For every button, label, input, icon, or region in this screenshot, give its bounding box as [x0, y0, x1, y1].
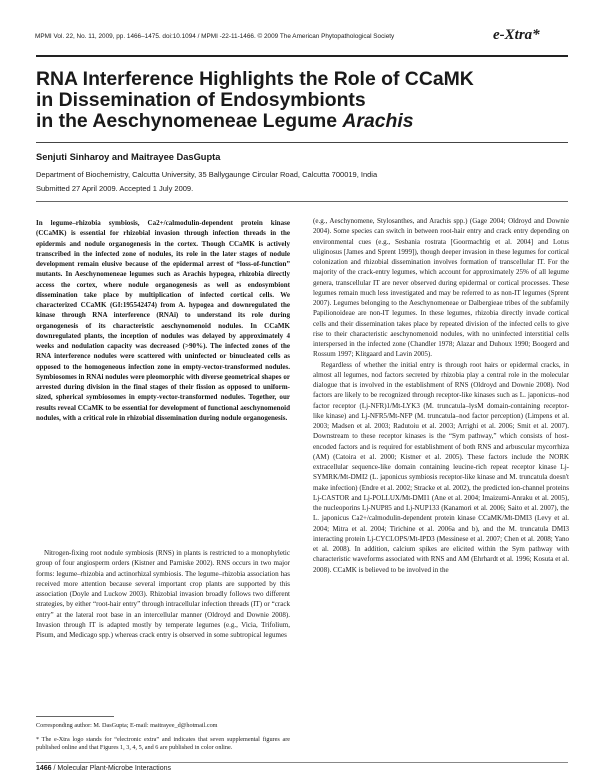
submission-dates: Submitted 27 April 2009. Accepted 1 July 2009.: [36, 184, 194, 193]
page-footer: [36, 765, 171, 772]
top-rule: [36, 55, 568, 57]
e-xtra-footnote: * The e-Xtra logo stands for “electronic extra” and indicates that seven supplemental figures are published online and that Figures 1, 3, 4, 5, and 6 are published in color online.: [36, 736, 290, 751]
header-rule: [36, 201, 568, 202]
title-line-2: in Dissemination of Endosymbionts: [36, 89, 366, 111]
title-line-3: [36, 111, 556, 132]
intro-paragraph-1: Nitrogen-fixing root nodule symbiosis (RNS) in plants is restricted to a monophyletic group of four angiosperm orders (Kistner and Parniske 2002). RNS occurs in two major forms: legume–rhizobia and actinorhizal symbiosis. The legume–rhizobia association has received more attention because several important crop plants are supported by this association (Doyle and Luckow 2003). Rhizobial invasion broadly follows two different strategies, by either “root-hair entry” through intracellular infection threads (IT) or “crack entry” at the lateral root base in an intercellular manner (Oldroyd and Downie 2008). Invasion through IT is adapted mostly by temperate legumes (e.g., Vicia, Trifolium, Pisum, and Medicago spp.) whereas crack entry is observed in some subtropical legumes: [36, 549, 290, 639]
footnote-rule: [36, 716, 114, 717]
title-genus-italic: Arachis: [342, 110, 414, 132]
page-number: 1466: [36, 765, 52, 772]
introduction-left-column: [36, 548, 290, 640]
journal-name: / Molecular Plant-Microbe Interactions: [51, 765, 172, 772]
affiliation: Department of Biochemistry, Calcutta University, 35 Ballygaunge Circular Road, Calcutta 700019, India: [36, 170, 378, 179]
abstract-text: In legume–rhizobia symbiosis, Ca2+/calmodulin-dependent protein kinase (CCaMK) is essential for rhizobial invasion through infection threads in the epidermis and nodule organogenesis in the cortex. Though CCaMK is actively transcribed in the infected zone of nodules, its role in the later stages of nodule development remain elusive because of the epidermal arrest of “loss-of-function” mutants. In Aeschynomeneae legumes such as Arachis hypogea, rhizobia directly access the cortex, where nodule organogenesis as well as endosymbiont dissemination take place by multiplication of infected cortical cells. We characterized CCaMK (GI:195542474) from A. hypogea and downregulated the kinase through RNA interference (RNAi) to understand its role during organogenesis of its characteristic aeschynomenoid nodules. In CCaMK downregulated plants, the inception of nodules was delayed by approximately 4 weeks and nodulation capacity was decreased (>90%). The infected zones of the RNA interference nodules were scattered with uninfected or binucleated cells as opposed to the homogeneous infection zone in empty-vector-transformed nodules. Symbiosomes in RNAi nodules were pleomorphic with diverse geometrical shapes or arrested during division in the final stages of their fission as opposed to uniform-sized, spherical symbiosomes in empty-vector-transformed nodules. Together, our results reveal CCaMK to be essential for development of functional aeschynomenoid nodules, with a critical role in rhizobial dissemination during nodule organogenesis.: [36, 219, 290, 422]
title-line-1: RNA Interference Highlights the Role of CCaMK: [36, 68, 474, 90]
authors: Senjuti Sinharoy and Maitrayee DasGupta: [36, 152, 221, 162]
abstract: [36, 218, 290, 423]
article-title: [36, 69, 556, 132]
e-xtra-logo: e-Xtra*: [493, 27, 540, 43]
right-column: [313, 216, 569, 575]
title-line-3-text: in the Aeschynomeneae Legume: [36, 110, 343, 132]
corresponding-author-note: Corresponding author: M. DasGupta; E-mail: maitrayee_d@hotmail.com: [36, 722, 218, 729]
footer-rule: [36, 762, 568, 763]
right-paragraph-1: (e.g., Aeschynomene, Stylosanthes, and Arachis spp.) (Gage 2004; Oldroyd and Downie 2004). Some species can switch in between root-hair entry and crack entry depending on environmental cues (e.g., Sesbania rostrata [Goormachtig et al. 2004] and Lotus uliginosus [James and Sprent 1999]), though deeper invasion in these legumes for cortical colonization and rhizobial dissemination involves formation of transcellular IT. For the majority of the crack-entry legumes, which account for approximately 25% of all legume genera, transcellular IT are never observed during epidermal or cortical processes. These legumes remain much less investigated and may be referred to as non-IT legumes (Sprent 2007). Legumes belonging to the Aeschynomeneae or Dalbergieae tribes of the subfamily Papilionoideae are non-IT legumes. In these legumes, rhizobia directly invade cortical cells and their dissemination takes place by repeated division of the infected cells to give rise to their characteristic aeschynomenoid nodules, with no uninfected interstitial cells interspersed in the infected zone (Chandler 1978; Alazar and Duhoux 1990; Boogerd and Rossum 1997; Klitgaard and Lavin 2005).: [313, 217, 569, 359]
title-rule: [36, 142, 568, 143]
journal-citation-line: MPMI Vol. 22, No. 11, 2009, pp. 1466–1475. doi:10.1094 / MPMI -22-11-1466. © 2009 The American Phytopathological Society: [35, 33, 395, 40]
right-paragraph-2: Regardless of whether the initial entry is through root hairs or epidermal cracks, in almost all legumes, nod factors secreted by rhizobia play a central role in the molecular dialogue that is involved in the establishment of RNS (Oldroyd and Downie 2008). Nod factors are likely to be recognized through receptor-like kinases such as L. japonicus–nod factor receptor (Lj-NFR)1/Mt-LYK3 (M. truncatula–lysM domain-containing receptor-like kinase) and Lj-NFR5/Mt-NFP (M. truncatula–nod factor perception) (Limpens et al. 2003; Madsen et al. 2003; Radutoiu et al. 2003; Arrighi et al. 2006; Smit et al. 2007). Downstream to these receptor kinases is the “Sym pathway,” which consists of host-encoded factors and is required for establishment of both RNS and arbuscular mycorrhiza (AM) (Catoira et al. 2000; Kistner et al. 2005). These factors include the NORK extracellular sequence-like domain containing leucine-rich repeat receptor kinase Lj-SYMRK/Mt-DMI2 (L. japonicus symbiosis receptor-like kinase and M. truncatula doesn't make infection) (Endre et al. 2002; Stracke et al. 2002), the predicted ion-channel proteins Lj-CASTOR and Lj-POLLUX/Mt-DMI1 (Ane et al. 2004; Imaizumi-Anraku et al. 2005), the nucleoporins Lj-NUP85 and Lj-NUP133 (Kanamori et al. 2006; Saito et al. 2007), the L. japonicus Ca2+/calmodulin-dependent protein kinase CCaMK/Mt-DMI3 (Levy et al. 2004; Mitra et al. 2004; Tirichine et al. 2006a and b), and the M. truncatula DMI3 interacting protein Lj-CYCLOPS/Mt-IPD3 (Messinese et al. 2007; Chen et al. 2008; Yano et al. 2008). In addition, calcium spikes are elicited within the Sym pathway with characteristic waveforms associated with RNS and AM (Ehrhardt et al. 1996; Kosuta et al. 2008). CCaMK is believed to be involved in the: [313, 360, 569, 574]
